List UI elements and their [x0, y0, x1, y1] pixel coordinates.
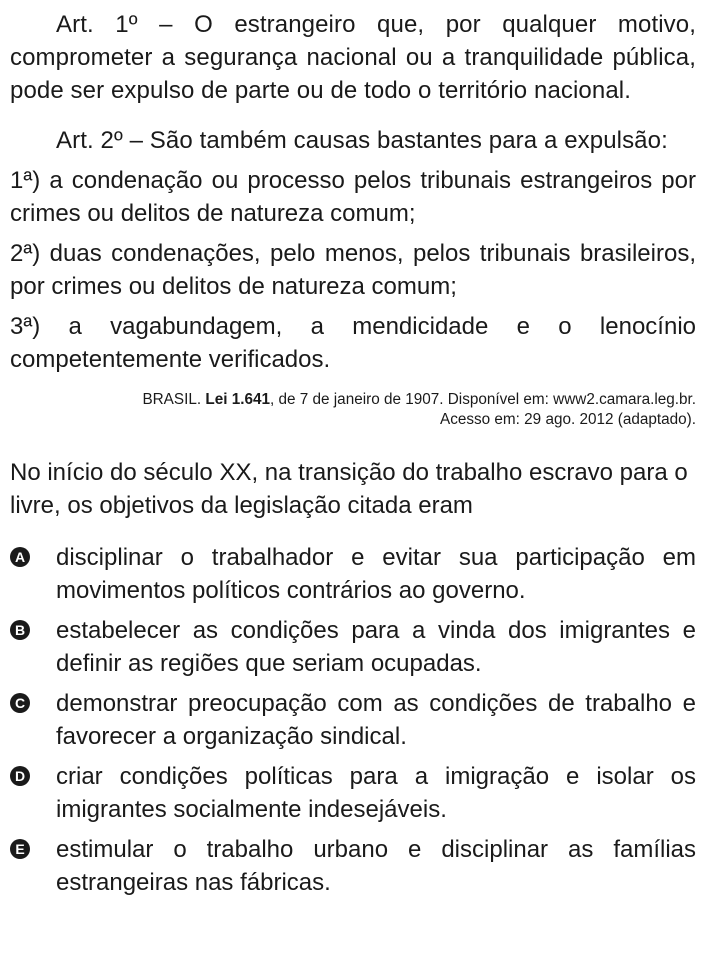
- source-line2: Acesso em: 29 ago. 2012 (adaptado).: [440, 411, 696, 428]
- option-text: disciplinar o trabalhador e evitar sua participação em movimentos políticos contrários ao governo.: [56, 544, 696, 604]
- source-prefix: BRASIL.: [142, 391, 202, 408]
- option-letter-badge: E: [10, 839, 30, 859]
- option-text: criar condições políticas para a imigração e isolar os imigrantes socialmente indesejáveis.: [56, 763, 696, 823]
- source-citation: [10, 390, 696, 430]
- option-letter-badge: C: [10, 693, 30, 713]
- article-2: Art. 2º – São também causas bastantes para a expulsão:: [56, 127, 668, 154]
- option-e[interactable]: [10, 833, 696, 899]
- question-stem: No início do século XX, na transição do trabalho escravo para o livre, os objetivos da legislação citada eram: [10, 459, 688, 519]
- option-b[interactable]: [10, 614, 696, 680]
- option-a[interactable]: [10, 541, 696, 607]
- option-text: estabelecer as condições para a vinda dos imigrantes e definir as regiões que seriam ocupadas.: [56, 617, 696, 677]
- document-page: [10, 8, 696, 906]
- option-text: demonstrar preocupação com as condições de trabalho e favorecer a organização sindical.: [56, 690, 696, 750]
- option-c[interactable]: [10, 687, 696, 753]
- list-item-1: 1ª) a condenação ou processo pelos tribunais estrangeiros por crimes ou delitos de natureza comum;: [10, 167, 696, 227]
- source-line1: , de 7 de janeiro de 1907. Disponível em: www2.camara.leg.br.: [270, 391, 696, 408]
- article-1: Art. 1º – O estrangeiro que, por qualquer motivo, comprometer a segurança nacional ou a tranquilidade pública, pode ser expulso de parte ou de todo o território nacional.: [10, 11, 696, 104]
- option-letter-badge: A: [10, 547, 30, 567]
- option-letter-badge: B: [10, 620, 30, 640]
- list-item-2: 2ª) duas condenações, pelo menos, pelos tribunais brasileiros, por crimes ou delitos de natureza comum;: [10, 240, 696, 300]
- option-d[interactable]: [10, 760, 696, 826]
- option-text: estimular o trabalho urbano e disciplinar as famílias estrangeiras nas fábricas.: [56, 836, 696, 896]
- option-letter-badge: D: [10, 766, 30, 786]
- source-law: Lei 1.641: [205, 391, 270, 408]
- list-item-3: 3ª) a vagabundagem, a mendicidade e o lenocínio competentemente verificados.: [10, 313, 696, 373]
